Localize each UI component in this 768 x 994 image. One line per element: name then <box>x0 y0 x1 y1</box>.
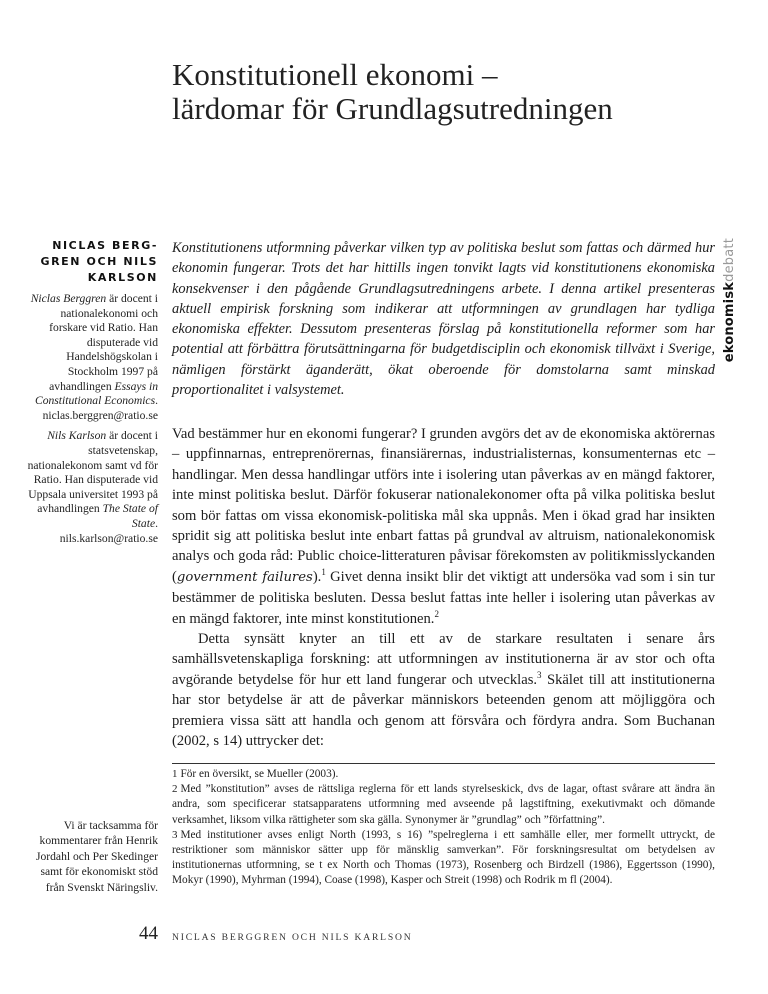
footnote-3-number: 3 <box>172 828 178 841</box>
title-line-1: Konstitutionell ekonomi – <box>172 57 498 92</box>
author-sidebar <box>22 238 158 552</box>
footnote-1-number: 1 <box>172 768 178 780</box>
footnote-ref-1: 1 <box>321 566 326 577</box>
p2-text-b: Skälet till att institutionerna har stor betydelse är att de påverkar människors beteenden genom att möjliggöra och premiera vissa sätt att handla och genom att försvåra och fördyra andra. Som Buchanan (2002, s 14) uttrycker det: <box>172 671 715 750</box>
bio2-thesis: The State of State <box>102 502 158 530</box>
author-bio-2 <box>22 429 158 546</box>
p1-text-c: Givet denna insikt blir det viktigt att undersöka vad som i sin tur bestämmer de politiska besluten. Dessa beslut fattas inte heller i isolering utan påverkas av en mängd faktorer, inte minst konstitutionen. <box>172 568 715 627</box>
footnote-2 <box>172 782 715 828</box>
author-bio-1 <box>22 292 158 423</box>
section-tag-part1: ekonomisk <box>722 281 737 363</box>
footnote-3 <box>172 828 715 889</box>
footnote-3-text: Med institutioner avses enligt North (1993, s 16) ”spelreglerna i ett samhälle eller, mer formellt uttryckt, de restriktioner som människor sätter upp för mänsklig samverkan”. För forskningsresultat om betydelsen av institutionernas utformning, se t ex North och Thomas (1973), Rosenberg och Birdzell (1986), Eggertsson (1990), Mokyr (1990), Myhrman (1994), Coase (1998), Kasper och Streit (1998) och Rodrik m fl (2004). <box>172 828 715 887</box>
bio1-end: . <box>155 394 158 408</box>
author-names: NICLAS BERG-GREN OCH NILS KARLSON <box>40 239 158 284</box>
bio1-text: är docent i nationalekonomi och forskare vid Ratio. Han disputerade vid Handelshögskolan i Stockholm 1997 på avhandlingen <box>49 292 158 393</box>
footnotes <box>172 767 715 889</box>
footnote-ref-3: 3 <box>537 670 542 681</box>
footnote-divider <box>172 763 715 764</box>
section-tag-part2: debatt <box>722 238 737 282</box>
p1-term: government failures <box>176 569 313 585</box>
running-head: NICLAS BERGGREN OCH NILS KARLSON <box>172 932 413 943</box>
abstract: Konstitutionens utformning påverkar vilken typ av politiska beslut som fattas och därmed hur ekonomin fungerar. Trots det har hittills ingen tonvikt lagts vid konstitutionens ekonomiska konsekvenser i den pågående Grundlagsutredningens arbete. I denna artikel presenteras aktuell empirisk forskning som indikerar att utformningen av grundlagen har tydliga ekonomiska effekter. Dessutom presenteras förslag på konstitutionella reformer som har potential att förbättra förutsättningarna för budgetdisciplin och ekonomisk tillväxt i Sverige, nämligen förstärkt äganderätt, ökat oberoende för domstolarna samt minskad proportionalitet i valsystemet. <box>172 240 715 399</box>
p1-text-b: ). <box>312 568 322 585</box>
body-text <box>172 424 715 752</box>
page-number: 44 <box>139 923 158 944</box>
acknowledgement: Vi är tacksamma för kommentarer från Henrik Jordahl och Per Skedinger samt för ekonomiskt stöd från Svenskt Näringsliv. <box>35 819 158 894</box>
bio2-name: Nils Karlson <box>47 429 107 443</box>
paragraph-1 <box>172 424 715 629</box>
p1-text-a: Vad bestämmer hur en ekonomi fungerar? I grunden avgörs det av de ekonomiska aktörernas – uppfinnarnas, entreprenörernas, finansiärernas, industrialisternas, konsumenternas etc – handlingar. Men dessa handlingar utförs inte i isolering utan påverkas av en mängd faktorer, inte minst politiska beslut. Därför fokuserar nationalekonomer ofta på vilka politiska beslut som bör fattas om vissa ekonomisk-politiska mål ska uppnås. Men i ökad grad har insikten spridit sig att politiska beslut inte enbart fattas på grundval av altruism, nationalekonomisk analys och goda råd: Public choice-litteraturen påvisar förekomsten av politikmisslyckanden ( <box>172 426 715 585</box>
footnote-2-number: 2 <box>172 783 178 796</box>
bio1-name: Niclas Berggren <box>30 292 107 305</box>
p2-text-a: Detta synsätt knyter an till ett av de starkare resultaten i senare års samhällsvetenskapliga forskning: att utformningen av institutionerna är av stor och ofta avgörande betydelse för hur ett land fungerar och utvecklas. <box>172 631 715 688</box>
bio2-text: är docent i statsvetenskap, nationalekonom samt vd för Ratio. Han disputerade vid Uppsala universitet 1993 på avhandlingen <box>27 429 158 516</box>
footnote-ref-2: 2 <box>434 608 439 619</box>
bio1-thesis: Essays in Constitutional Economics <box>34 379 158 408</box>
footnote-2-text: Med ”konstitution” avses de rättsliga reglerna för ett lands styrelseskick, dvs de lagar, oftast svårare att ändra än andra, som specificerar statsapparatens utformning med avseende på lagstiftning, exekutivmakt och dömande verksamhet, liksom vilka rättigheter som ska gälla. Synonymer är ”grundlag” och ”författning”. <box>172 783 715 826</box>
footnote-1 <box>172 767 715 782</box>
article-title <box>172 58 712 126</box>
bio1-email: niclas.berggren@ratio.se <box>42 408 158 422</box>
bio2-email: nils.karlson@ratio.se <box>59 531 158 545</box>
title-line-2: lärdomar för Grundlagsutredningen <box>172 91 613 126</box>
paragraph-2 <box>172 629 715 751</box>
bio2-end: . <box>155 516 158 530</box>
footnote-1-text: För en översikt, se Mueller (2003). <box>180 768 339 780</box>
section-tag <box>722 238 737 362</box>
